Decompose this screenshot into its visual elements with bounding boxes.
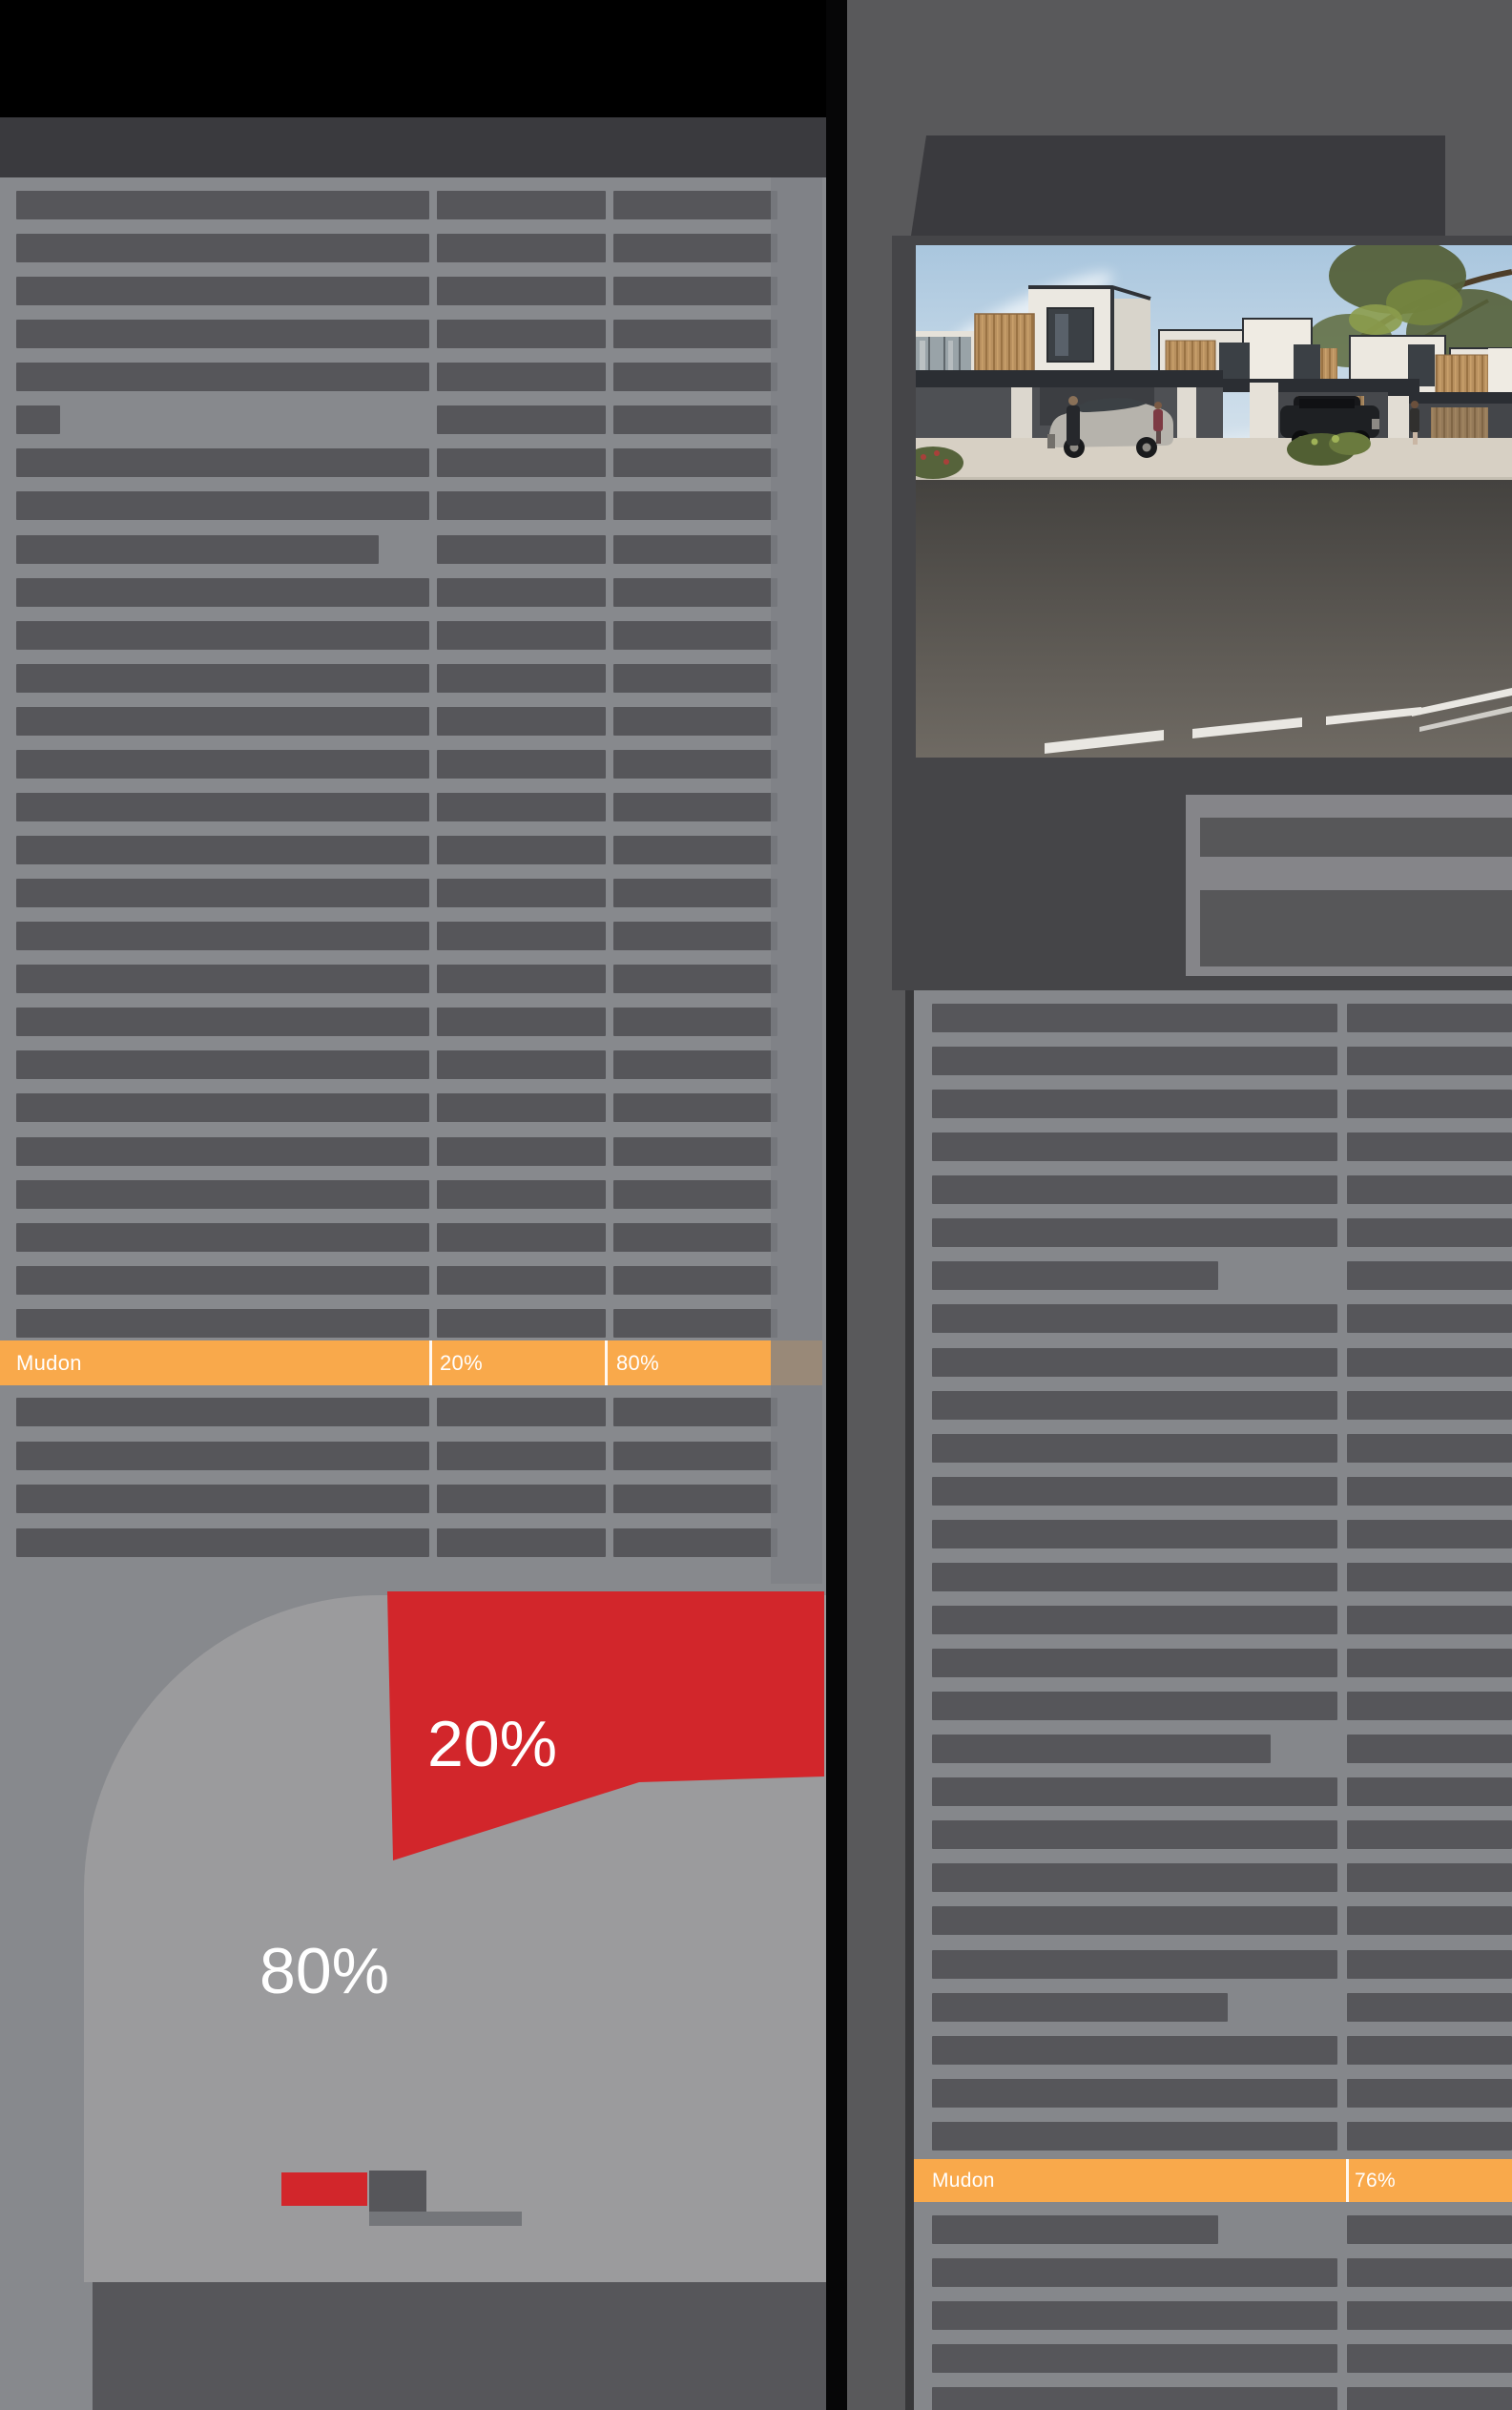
- redacted-table-row-bar: [1347, 1606, 1512, 1634]
- redacted-table-row-bar: [932, 1606, 1337, 1634]
- highlight-row-label: Mudon: [16, 1351, 82, 1375]
- redacted-table-row-bar: [932, 2258, 1337, 2287]
- redacted-table-row-bar: [932, 1261, 1218, 1290]
- redacted-table-row-bar: [932, 1735, 1271, 1763]
- redacted-table-row-bar: [932, 1906, 1337, 1935]
- redacted-table-row-bar: [932, 2079, 1337, 2108]
- redacted-table-row-bar: [1347, 2258, 1512, 2287]
- redacted-table-row-bar: [1347, 1261, 1512, 1290]
- redacted-table-row-bar: [932, 1863, 1337, 1892]
- highlight-row-value: 76%: [1355, 2170, 1396, 2192]
- highlight-row-label: Mudon: [932, 2170, 995, 2192]
- column-divider: [1346, 2159, 1349, 2202]
- redacted-table-row-bar: [932, 1391, 1337, 1420]
- pie-slice-label-80: 80%: [259, 1935, 390, 2007]
- semi-transparent-overlay-strip: [771, 177, 822, 1584]
- redacted-table-row-bar: [932, 1820, 1337, 1849]
- redacted-table-row-bar: [1347, 2036, 1512, 2065]
- redacted-table-row-bar: [1347, 1304, 1512, 1333]
- redacted-table-row-bar: [1347, 2215, 1512, 2244]
- redacted-table-row-bar: [932, 1132, 1337, 1161]
- redacted-table-row-bar: [1347, 1906, 1512, 1935]
- redacted-table-row-bar: [932, 2215, 1218, 2244]
- redacted-table-row-bar: [1347, 1735, 1512, 1763]
- redacted-table-row-bar: [932, 1304, 1337, 1333]
- column-divider: [605, 1340, 608, 1385]
- redacted-table-row-bar: [932, 1950, 1337, 1979]
- redacted-table-row-bar: [1347, 2079, 1512, 2108]
- redacted-table-row-bar: [932, 1649, 1337, 1677]
- redacted-table-row-bar: [1347, 1649, 1512, 1677]
- column-divider: [429, 1340, 432, 1385]
- page-divider: [826, 0, 847, 2410]
- redacted-table-row-bar: [1347, 1434, 1512, 1463]
- redacted-table-row-bar: [932, 1090, 1337, 1118]
- pie-slice-label-20: 20%: [427, 1708, 558, 1780]
- redacted-table-row-bar: [1347, 1090, 1512, 1118]
- redacted-table-row-bar: [932, 1175, 1337, 1204]
- redacted-table-row-bar: [932, 2036, 1337, 2065]
- highlight-row-mudon-right: [914, 2159, 1512, 2202]
- redacted-table-row-bar: [1347, 2122, 1512, 2150]
- legend-redacted-label: [369, 2212, 522, 2226]
- redacted-table-row-bar: [1347, 1820, 1512, 1849]
- redacted-table-row-bar: [1347, 1777, 1512, 1806]
- highlight-row-mudon-left: [0, 1340, 822, 1385]
- legend-redacted-label: [369, 2171, 426, 2212]
- highlight-row-col2-value: 20%: [440, 1351, 483, 1375]
- redacted-table-row-bar: [1347, 2301, 1512, 2330]
- redacted-table-row-bar: [932, 1520, 1337, 1548]
- redacted-table-row-bar: [1347, 1692, 1512, 1720]
- redacted-table-row-bar: [1347, 1047, 1512, 1075]
- redacted-table-row-bar: [932, 1434, 1337, 1463]
- redacted-table-row-bar: [932, 1777, 1337, 1806]
- redacted-table-row-bar: [932, 1563, 1337, 1591]
- redacted-table-row-bar: [1347, 1391, 1512, 1420]
- redacted-table-row-bar: [1347, 1993, 1512, 2022]
- redacted-table-row-bar: [932, 1692, 1337, 1720]
- redacted-table-row-bar: [1347, 2344, 1512, 2373]
- redacted-table-row-bar: [1347, 1520, 1512, 1548]
- redacted-table-row-bar: [1347, 1477, 1512, 1506]
- redacted-table-row-bar: [1347, 1563, 1512, 1591]
- redacted-table-row-bar: [932, 1047, 1337, 1075]
- redacted-table-row-bar: [932, 1993, 1228, 2022]
- redacted-table-row-bar: [932, 2344, 1337, 2373]
- redacted-table-row-bar: [1347, 1004, 1512, 1032]
- redacted-table-row-bar: [932, 2387, 1337, 2410]
- redacted-table-row-bar: [1347, 1132, 1512, 1161]
- redacted-table-row-bar: [1347, 1175, 1512, 1204]
- redacted-table-row-bar: [1347, 1348, 1512, 1377]
- highlight-row-col3-value: 80%: [616, 1351, 659, 1375]
- redacted-table-row-bar: [932, 1477, 1337, 1506]
- redacted-table-row-bar: [932, 2301, 1337, 2330]
- redacted-table-row-bar: [1347, 1950, 1512, 1979]
- redacted-table-row-bar: [1347, 1218, 1512, 1247]
- redacted-table-row-bar: [1347, 1863, 1512, 1892]
- redacted-table-row-bar: [932, 1004, 1337, 1032]
- redacted-table-row-bar: [932, 1348, 1337, 1377]
- redacted-table-row-bar: [932, 2122, 1337, 2150]
- redacted-table-row-bar: [932, 1218, 1337, 1247]
- redacted-table-row-bar: [1347, 2387, 1512, 2410]
- legend-swatch-red: [281, 2172, 367, 2206]
